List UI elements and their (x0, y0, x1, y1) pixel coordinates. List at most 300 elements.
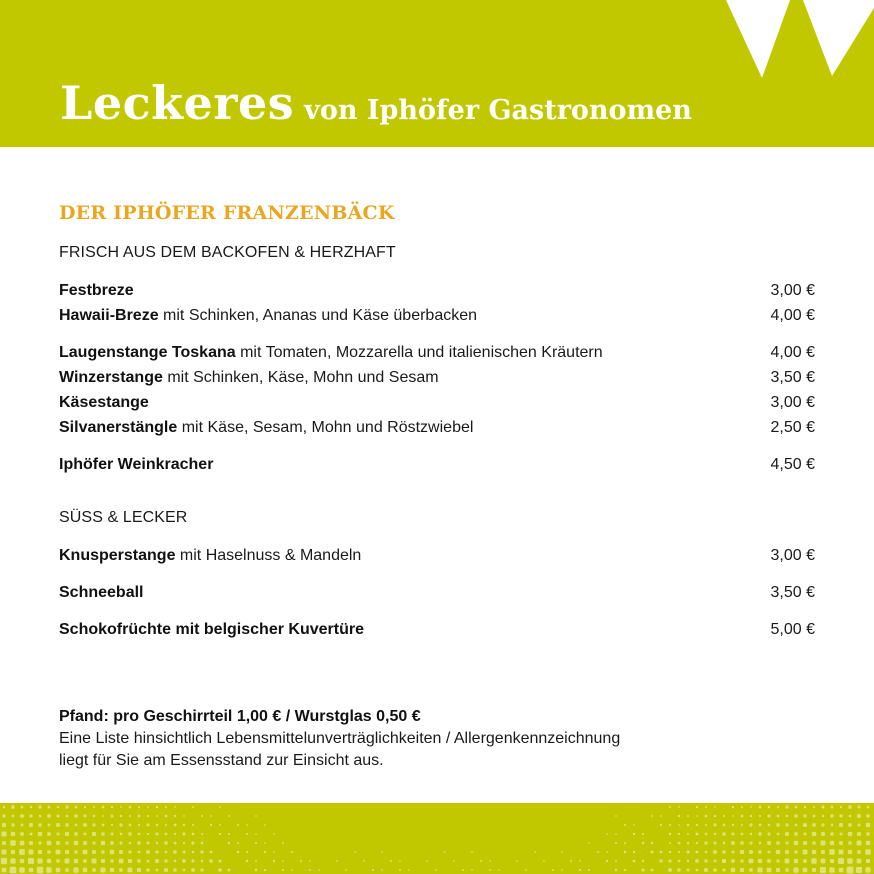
halftone-dot (56, 850, 61, 855)
halftone-dot (129, 842, 131, 844)
halftone-dot (111, 815, 114, 818)
halftone-dot (849, 815, 851, 817)
halftone-dot (785, 868, 788, 871)
halftone-dot (57, 806, 59, 808)
halftone-dot (21, 806, 24, 809)
halftone-dot (831, 806, 833, 808)
halftone-dot (669, 842, 671, 844)
halftone-dot (785, 850, 789, 854)
halftone-dot (722, 859, 726, 863)
halftone-dot (830, 832, 833, 835)
halftone-dot (147, 815, 149, 817)
halftone-dot (47, 841, 51, 845)
halftone-dot (83, 859, 86, 862)
halftone-dot (83, 850, 88, 855)
halftone-dot (219, 833, 221, 835)
halftone-dot (803, 868, 808, 873)
halftone-dot (11, 832, 15, 836)
halftone-dot (120, 833, 122, 835)
halftone-dot (812, 832, 816, 836)
halftone-dot (740, 841, 743, 844)
halftone-dot (129, 815, 131, 817)
halftone-dot (138, 815, 141, 818)
menu-item (59, 367, 815, 389)
halftone-dot (848, 832, 852, 836)
halftone-dot (426, 860, 428, 862)
halftone-dot (624, 842, 626, 844)
halftone-dot (47, 814, 50, 817)
halftone-dot (713, 868, 716, 871)
halftone-dot (757, 867, 762, 872)
halftone-dot (615, 860, 617, 862)
halftone-dot (120, 842, 123, 845)
halftone-dots-decoration (0, 803, 874, 874)
halftone-dot (803, 859, 807, 863)
halftone-dot (201, 842, 203, 844)
item-price: 4,00 € (770, 344, 815, 361)
halftone-dot (471, 869, 472, 870)
halftone-dot (731, 859, 735, 863)
pennant-right (803, 0, 874, 76)
halftone-dot (73, 867, 78, 872)
halftone-dot (731, 868, 735, 872)
halftone-dot (687, 815, 689, 817)
halftone-dot (183, 842, 185, 844)
halftone-dot (687, 824, 689, 826)
item-name: Käsestange (59, 394, 149, 411)
halftone-dot (37, 867, 43, 873)
halftone-dot (75, 806, 77, 808)
halftone-dot (101, 832, 104, 835)
halftone-dot (65, 832, 69, 836)
item-price: 5,00 € (770, 621, 815, 638)
halftone-dot (821, 832, 825, 836)
halftone-dot (741, 806, 743, 808)
halftone-dot (246, 851, 248, 853)
allergy-note-line-1: Eine Liste hinsichtlich Lebensmittelunverträglichkeiten / Allergenkennzeichnung (59, 730, 621, 747)
halftone-dot (606, 833, 608, 835)
halftone-dot (570, 860, 572, 862)
pfand-note: Pfand: pro Geschirrteil 1,00 € / Wurstglas 0,50 € (59, 708, 421, 725)
halftone-dot (64, 858, 69, 863)
page-title (60, 76, 692, 130)
halftone-dot (678, 824, 680, 826)
halftone-dot (678, 842, 681, 845)
halftone-dot (768, 833, 771, 836)
halftone-dot (839, 868, 844, 873)
halftone-dot (865, 849, 870, 854)
halftone-dot (750, 842, 753, 845)
halftone-dot (164, 859, 167, 862)
halftone-dot (29, 868, 34, 873)
halftone-dot (811, 858, 816, 863)
halftone-dot (10, 840, 15, 845)
item-name: Winzerstange (59, 369, 163, 386)
halftone-dot (56, 868, 61, 873)
halftone-dot (137, 868, 141, 872)
halftone-dot (111, 824, 113, 826)
halftone-dot (38, 805, 41, 808)
halftone-dot (48, 824, 51, 827)
halftone-dot (740, 868, 744, 872)
halftone-dot (147, 833, 149, 835)
menu-item (59, 342, 815, 364)
halftone-dot (255, 869, 257, 871)
halftone-dot (840, 815, 843, 818)
halftone-dot (776, 859, 779, 862)
halftone-dot (282, 860, 284, 862)
halftone-dot (128, 868, 133, 873)
halftone-dot (282, 842, 284, 844)
halftone-dot (146, 868, 149, 871)
halftone-dot (633, 833, 635, 835)
halftone-dot (38, 850, 42, 854)
halftone-dot (750, 824, 753, 827)
halftone-dot (138, 824, 140, 826)
halftone-dot (30, 815, 33, 818)
halftone-dot (138, 851, 140, 853)
halftone-dot (165, 833, 167, 835)
halftone-dot (246, 833, 248, 835)
halftone-dot (192, 833, 194, 835)
halftone-dot (29, 850, 34, 855)
halftone-dot (642, 842, 644, 844)
halftone-dot (489, 869, 491, 871)
halftone-dot (300, 860, 302, 862)
halftone-dot (471, 851, 473, 853)
halftone-dot (687, 842, 689, 844)
halftone-dot (705, 833, 707, 835)
halftone-dot (821, 841, 826, 846)
halftone-dot (37, 858, 42, 863)
halftone-dot (847, 867, 854, 874)
halftone-dot (255, 842, 257, 844)
halftone-dot (857, 859, 862, 864)
halftone-dot (354, 851, 355, 852)
halftone-dot (848, 850, 852, 854)
halftone-dot (147, 860, 150, 863)
halftone-dot (399, 869, 401, 871)
halftone-dot (336, 860, 338, 862)
halftone-dot (804, 815, 807, 818)
pennant-left (726, 0, 790, 78)
item-name: Schneeball (59, 584, 144, 601)
halftone-dot (830, 841, 834, 845)
halftone-dot (677, 868, 680, 871)
halftone-dot (219, 860, 222, 863)
title-main: Leckeres (60, 76, 295, 130)
halftone-dot (218, 868, 221, 871)
halftone-dot (776, 823, 779, 826)
halftone-dot (92, 868, 96, 872)
halftone-dot (696, 842, 698, 844)
halftone-dot (128, 859, 132, 863)
halftone-dot (19, 867, 25, 873)
halftone-dot (156, 851, 159, 854)
halftone-dot (722, 832, 725, 835)
item-desc: mit Haselnuss & Mandeln (175, 547, 362, 564)
item-desc: mit Schinken, Käse, Mohn und Sesam (162, 369, 439, 386)
halftone-dot (399, 860, 400, 861)
halftone-dot (534, 851, 535, 852)
halftone-dot (10, 858, 15, 863)
halftone-dot (615, 833, 616, 834)
halftone-dot (101, 841, 105, 845)
halftone-dot (732, 851, 735, 854)
halftone-dot (219, 824, 221, 826)
halftone-dot (651, 842, 653, 844)
halftone-dot (210, 815, 211, 816)
halftone-dot (2, 850, 7, 855)
halftone-dot (821, 850, 825, 854)
halftone-dot (866, 814, 869, 817)
halftone-dot (2, 823, 6, 827)
halftone-dot (129, 824, 131, 826)
halftone-dot (165, 815, 167, 817)
halftone-dot (749, 859, 754, 864)
halftone-dot (110, 850, 114, 854)
item-price: 3,50 € (770, 369, 815, 386)
halftone-dot (642, 860, 644, 862)
halftone-dot (11, 823, 14, 826)
halftone-dot (174, 833, 176, 835)
item-desc: mit Käse, Sesam, Mohn und Röstzwiebel (177, 419, 474, 436)
halftone-dot (714, 806, 716, 808)
halftone-dot (866, 841, 870, 845)
halftone-dot (498, 869, 500, 871)
halftone-dot (83, 868, 87, 872)
halftone-dot (767, 841, 771, 845)
halftone-dot (858, 824, 861, 827)
halftone-dot (1, 831, 6, 836)
halftone-dot (201, 869, 204, 872)
halftone-dot (606, 860, 608, 862)
item-price: 4,50 € (770, 456, 815, 473)
halftone-dot (1, 858, 7, 864)
halftone-dot (11, 805, 14, 808)
halftone-dot (723, 824, 725, 826)
halftone-dot (183, 833, 186, 836)
halftone-dot (597, 851, 599, 853)
halftone-dot (768, 824, 770, 826)
halftone-dot (102, 806, 104, 808)
halftone-dot (200, 850, 203, 853)
halftone-dot (740, 850, 744, 854)
halftone-dot (713, 850, 717, 854)
halftone-dot (552, 869, 554, 871)
halftone-dot (174, 824, 177, 827)
halftone-dot (165, 851, 167, 853)
halftone-dot (174, 806, 175, 807)
halftone-dot (128, 832, 131, 835)
halftone-dot (660, 815, 661, 816)
halftone-dot (794, 859, 798, 863)
menu-item (59, 619, 815, 641)
halftone-dot (111, 833, 114, 836)
menu-item (59, 582, 815, 604)
halftone-dot (696, 833, 699, 836)
item-price: 3,50 € (770, 584, 815, 601)
halftone-dot (309, 869, 311, 871)
halftone-dot (848, 823, 851, 826)
halftone-dot (38, 841, 41, 844)
halftone-dot (687, 869, 690, 872)
halftone-dot (273, 833, 275, 835)
menu-item (59, 280, 815, 302)
halftone-dot (848, 805, 851, 808)
halftone-dot (705, 824, 707, 826)
halftone-dot (255, 815, 256, 816)
halftone-dot (228, 833, 230, 835)
halftone-dot (38, 823, 41, 826)
halftone-dot (174, 815, 176, 817)
halftone-dot (750, 833, 752, 835)
halftone-dot (838, 858, 844, 864)
halftone-dot (714, 815, 716, 817)
halftone-dot (173, 868, 176, 871)
halftone-dot (768, 851, 771, 854)
section-title: DER IPHÖFER FRANZENBÄCK (59, 202, 395, 224)
title-sub: von Iphöfer Gastronomen (304, 95, 692, 126)
halftone-dot (732, 815, 734, 817)
group-heading-sweet: SÜSS & LECKER (59, 509, 188, 526)
halftone-dot (390, 860, 392, 862)
halftone-dot (20, 859, 24, 863)
halftone-dot (156, 824, 158, 826)
halftone-dot (128, 850, 131, 853)
halftone-dot (822, 815, 824, 817)
halftone-dot (56, 841, 60, 845)
halftone-dot (615, 815, 616, 816)
halftone-dot (11, 850, 15, 854)
halftone-dot (785, 832, 789, 836)
halftone-dot (264, 851, 266, 853)
halftone-dot (174, 842, 177, 845)
halftone-dot (100, 867, 105, 872)
halftone-dot (20, 814, 23, 817)
halftone-dot (714, 842, 717, 845)
halftone-dot (65, 868, 69, 872)
halftone-dot (183, 824, 185, 826)
halftone-dot (516, 860, 518, 862)
halftone-dot (839, 850, 844, 855)
halftone-dot (767, 868, 772, 873)
halftone-dot (624, 851, 626, 853)
halftone-dot (74, 814, 77, 817)
halftone-dot (93, 842, 96, 845)
halftone-dot (704, 868, 708, 872)
halftone-dot (867, 806, 869, 808)
halftone-dot (732, 806, 734, 808)
halftone-dot (759, 806, 761, 808)
halftone-dot (588, 842, 589, 843)
halftone-dot (669, 860, 672, 863)
item-name: Knusperstange (59, 547, 176, 564)
halftone-dot (659, 859, 662, 862)
halftone-dot (732, 833, 735, 836)
halftone-dot (182, 859, 185, 862)
halftone-dot (462, 869, 464, 871)
halftone-dot (38, 832, 42, 836)
halftone-dot (704, 841, 707, 844)
halftone-dot (84, 806, 86, 808)
halftone-dot (146, 850, 150, 854)
halftone-dot (83, 823, 87, 827)
halftone-dot (155, 859, 159, 863)
halftone-dot (129, 806, 131, 808)
halftone-dot (56, 823, 60, 827)
halftone-dot (812, 823, 815, 826)
halftone-dot (642, 833, 644, 835)
halftone-dot (803, 823, 807, 827)
halftone-dot (120, 806, 122, 808)
halftone-dot (228, 815, 230, 817)
halftone-dot (678, 806, 679, 807)
halftone-dot (381, 869, 382, 870)
halftone-dot (93, 806, 95, 808)
halftone-dot (246, 824, 247, 825)
halftone-dot (794, 841, 798, 845)
halftone-dot (92, 823, 95, 826)
halftone-dot (669, 851, 671, 853)
halftone-dot (749, 868, 752, 871)
halftone-dot (812, 841, 815, 844)
halftone-dot (660, 851, 662, 853)
halftone-dot (264, 824, 266, 826)
halftone-dot (759, 824, 762, 827)
halftone-dot (786, 824, 789, 827)
halftone-dot (669, 806, 671, 808)
menu-item (59, 392, 815, 414)
item-name: Silvanerstängle (59, 419, 178, 436)
halftone-dot (75, 824, 78, 827)
halftone-dot (237, 824, 239, 826)
halftone-dot (660, 824, 662, 826)
halftone-dot (57, 815, 60, 818)
halftone-dot (165, 824, 167, 826)
halftone-dot (786, 806, 789, 809)
item-price: 3,00 € (770, 282, 815, 299)
halftone-dot (847, 858, 852, 863)
item-name: Schokofrüchte mit belgischer Kuvertüre (59, 621, 364, 638)
halftone-dot (174, 860, 176, 862)
halftone-dot (372, 869, 374, 871)
halftone-dot (723, 869, 726, 872)
halftone-dot (687, 833, 689, 835)
halftone-dot (785, 859, 790, 864)
halftone-dot (246, 860, 248, 862)
halftone-dot (561, 869, 562, 870)
halftone-dot (579, 860, 581, 862)
halftone-dot (696, 815, 698, 817)
halftone-dot (767, 859, 771, 863)
halftone-dot (74, 859, 78, 863)
halftone-dot (794, 832, 797, 835)
halftone-dot (525, 869, 527, 871)
halftone-dot (695, 859, 698, 862)
halftone-dot (696, 851, 699, 854)
halftone-dot (84, 815, 87, 818)
halftone-dot (192, 806, 194, 808)
halftone-dot (28, 858, 34, 864)
halftone-dot (84, 833, 87, 836)
halftone-dot (696, 806, 698, 808)
halftone-dot (435, 869, 437, 871)
halftone-dot (192, 842, 195, 845)
halftone-dot (237, 851, 239, 853)
halftone-dot (74, 832, 77, 835)
halftone-dot (147, 824, 150, 827)
